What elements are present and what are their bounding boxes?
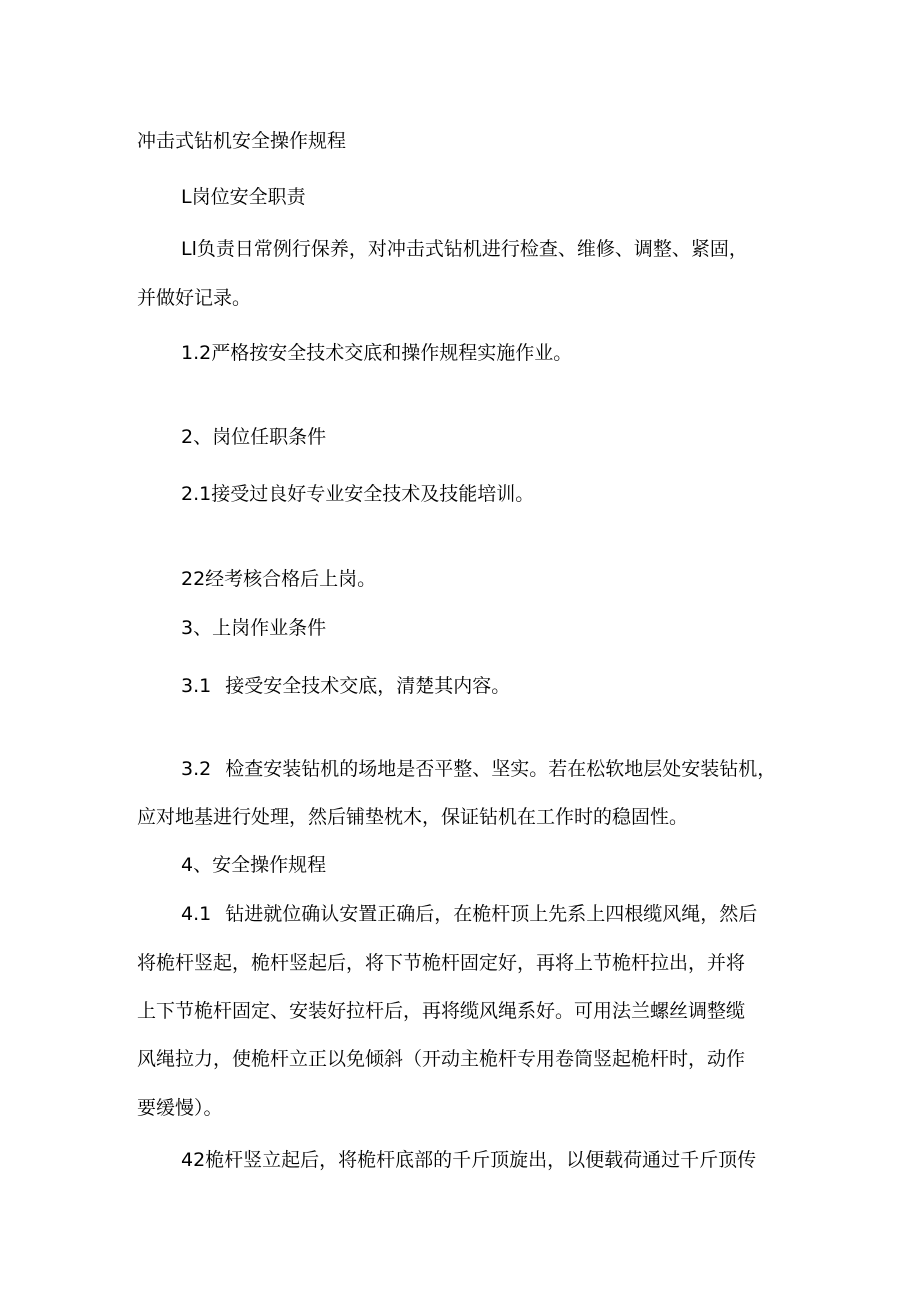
item-3-1-number: 3.1 xyxy=(181,675,212,697)
section-4-heading: 4、安全操作规程 xyxy=(181,854,327,876)
document-title: 冲击式钻机安全操作规程 xyxy=(137,130,347,152)
item-4-1-number: 4.1 xyxy=(181,903,212,925)
item-3-2-number: 3.2 xyxy=(181,758,212,780)
item-3-1-text: 接受安全技术交底，清楚其内容。 xyxy=(225,675,511,697)
item-4-1-text: 钻进就位确认安置正确后，在桅杆顶上先系上四根缆风绳，然后 xyxy=(225,903,758,925)
item-1-1-line-2: 并做好记录。 xyxy=(137,287,252,309)
item-4-1-line-1 xyxy=(181,902,757,926)
item-2-2: 22经考核合格后上岗。 xyxy=(181,568,377,590)
item-3-2-text: 检查安装钻机的场地是否平整、坚实。若在松软地层处安装钻机， xyxy=(225,758,777,780)
item-4-1-line-5: 要缓慢）。 xyxy=(137,1097,223,1119)
item-3-1 xyxy=(181,674,510,698)
section-3-heading: 3、上岗作业条件 xyxy=(181,617,327,639)
section-2-heading: 2、岗位任职条件 xyxy=(181,426,327,448)
item-1-1-line-1: Ll负责日常例行保养，对冲击式钻机进行检查、维修、调整、紧固， xyxy=(181,238,748,260)
item-4-1-line-2: 将桅杆竖起，桅杆竖起后，将下节桅杆固定好，再将上节桅杆拉出，并将 xyxy=(137,952,746,974)
item-1-2: 1.2严格按安全技术交底和操作规程实施作业。 xyxy=(181,342,573,364)
section-1-heading: L岗位安全职责 xyxy=(181,186,306,208)
item-2-1: 2.1接受过良好专业安全技术及技能培训。 xyxy=(181,483,535,505)
item-3-2-line-1 xyxy=(181,757,776,781)
item-4-1-line-3: 上下节桅杆固定、安装好拉杆后，再将缆风绳系好。可用法兰螺丝调整缆 xyxy=(137,1000,746,1022)
item-3-2-line-2: 应对地基进行处理，然后铺垫枕木，保证钻机在工作时的稳固性。 xyxy=(137,806,689,828)
item-4-1-line-4: 风绳拉力，使桅杆立正以免倾斜（开动主桅杆专用卷筒竖起桅杆时，动作 xyxy=(137,1048,746,1070)
item-4-2-line-1: 42桅杆竖立起后，将桅杆底部的千斤顶旋出，以便载荷通过千斤顶传 xyxy=(181,1149,757,1171)
